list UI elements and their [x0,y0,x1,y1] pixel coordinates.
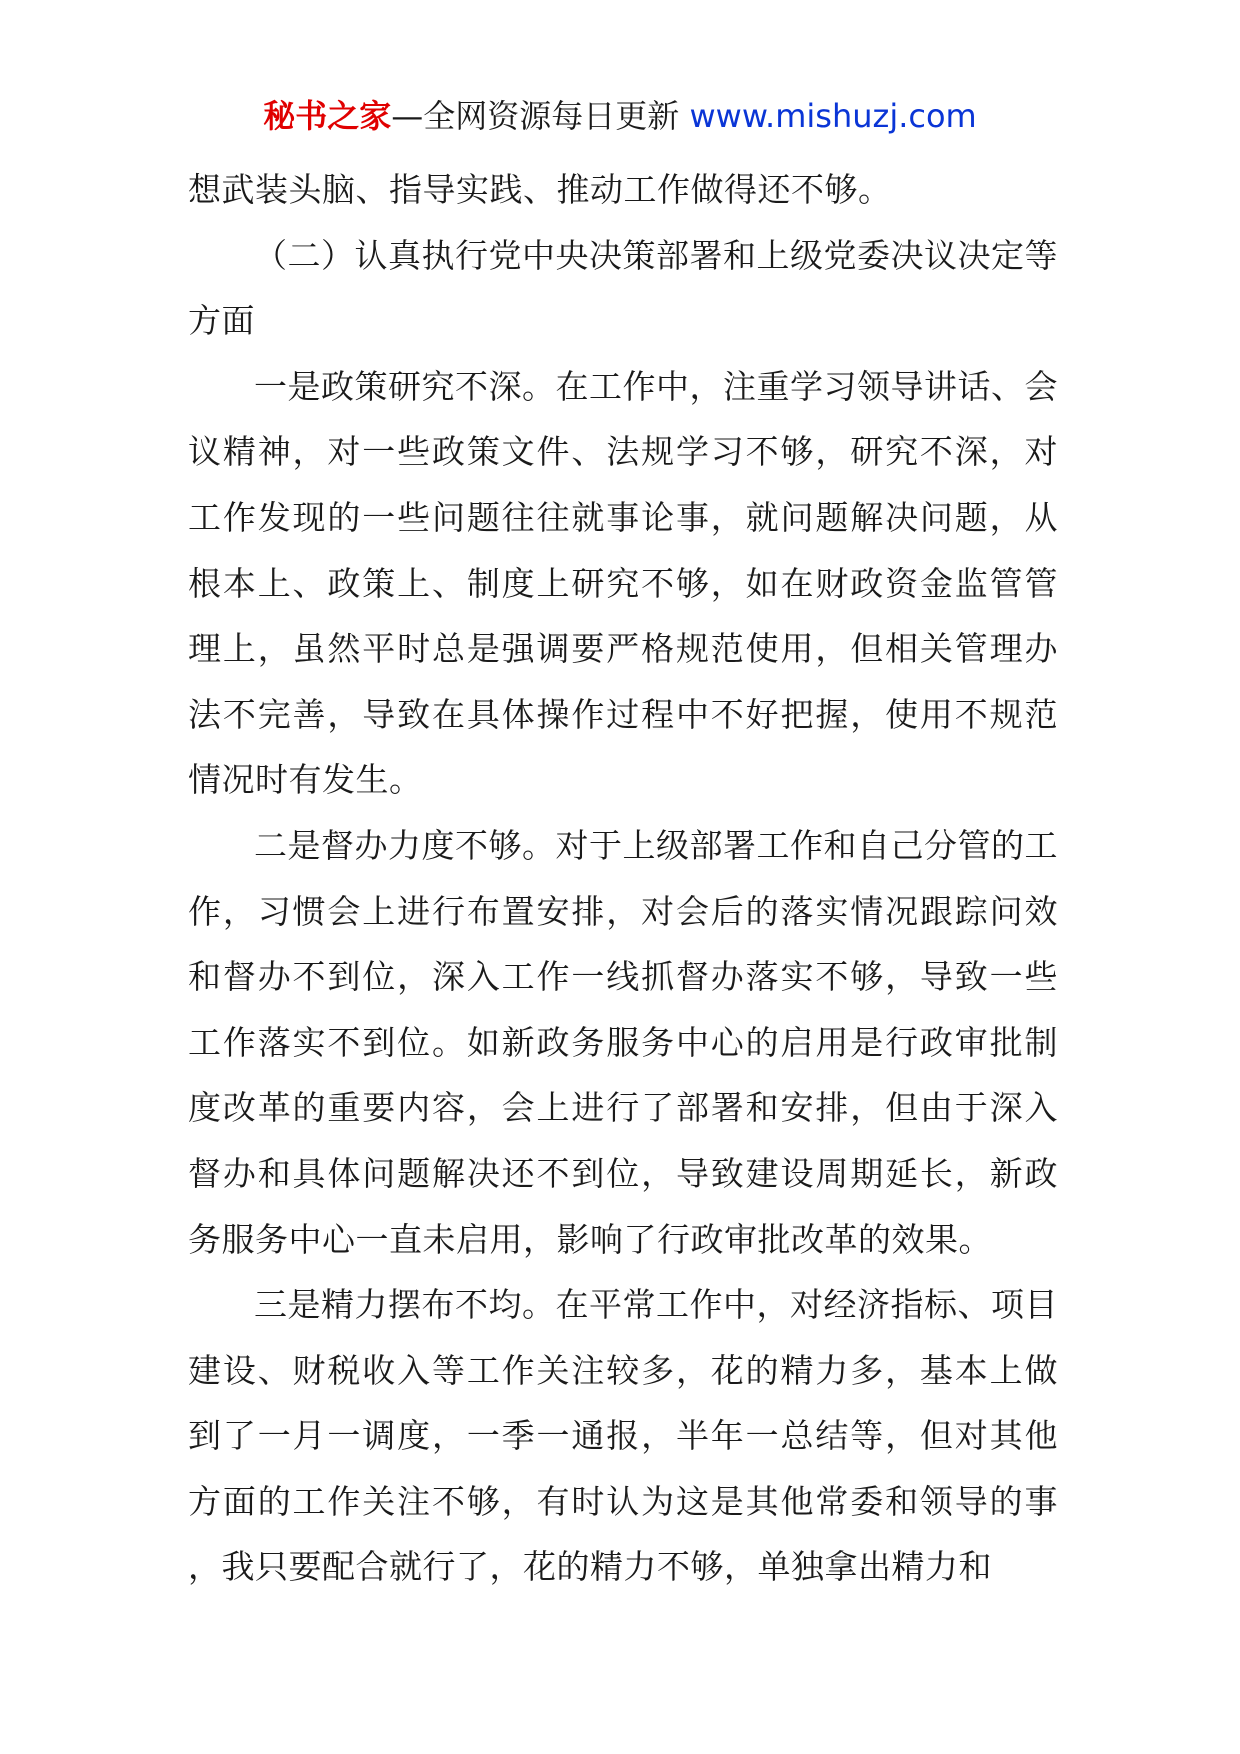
paragraph-supervision: 二是督办力度不够。对于上级部署工作和自己分管的工作，习惯会上进行布置安排，对会后的落实情况跟踪问效和督办不到位，深入工作一线抓督办落实不够，导致一些工作落实不到位。如新政务服务中心的启用是行政审批制度改革的重要内容，会上进行了部署和安排，但由于深入督办和具体问题解决还不到位，导致建设周期延长，新政务服务中心一直未启用，影响了行政审批改革的效果。 [188,825,1058,1259]
paragraph-policy-research: 一是政策研究不深。在工作中，注重学习领导讲话、会议精神，对一些政策文件、法规学习不够，研究不深，对工作发现的一些问题往往就事论事，就问题解决问题，从根本上、政策上、制度上研究不够，如在财政资金监管管理上，虽然平时总是强调要严格规范使用，但相关管理办法不完善，导致在具体操作过程中不好把握，使用不规范情况时有发生。 [188,366,1058,800]
site-brand-name: 秘书之家 [263,97,392,135]
paragraph-continuation: 想武装头脑、指导实践、推动工作做得还不够。 [188,170,892,209]
section-heading: （二）认真执行党中央决策部署和上级党委决议决定等方面 [188,235,1058,341]
document-body [188,157,1058,1600]
site-url-link[interactable]: www.mishuzj.com [689,97,977,135]
site-tagline: —全网资源每日更新 [391,97,680,135]
paragraph-energy-allocation: 三是精力摆布不均。在平常工作中，对经济指标、项目建设、财税收入等工作关注较多，花的精力多，基本上做到了一月一调度，一季一通报，半年一总结等，但对其他方面的工作关注不够，有时认为这是其他常委和领导的事，我只要配合就行了，花的精力不够，单独拿出精力和 [188,1285,1058,1587]
site-header-banner [0,96,1240,136]
